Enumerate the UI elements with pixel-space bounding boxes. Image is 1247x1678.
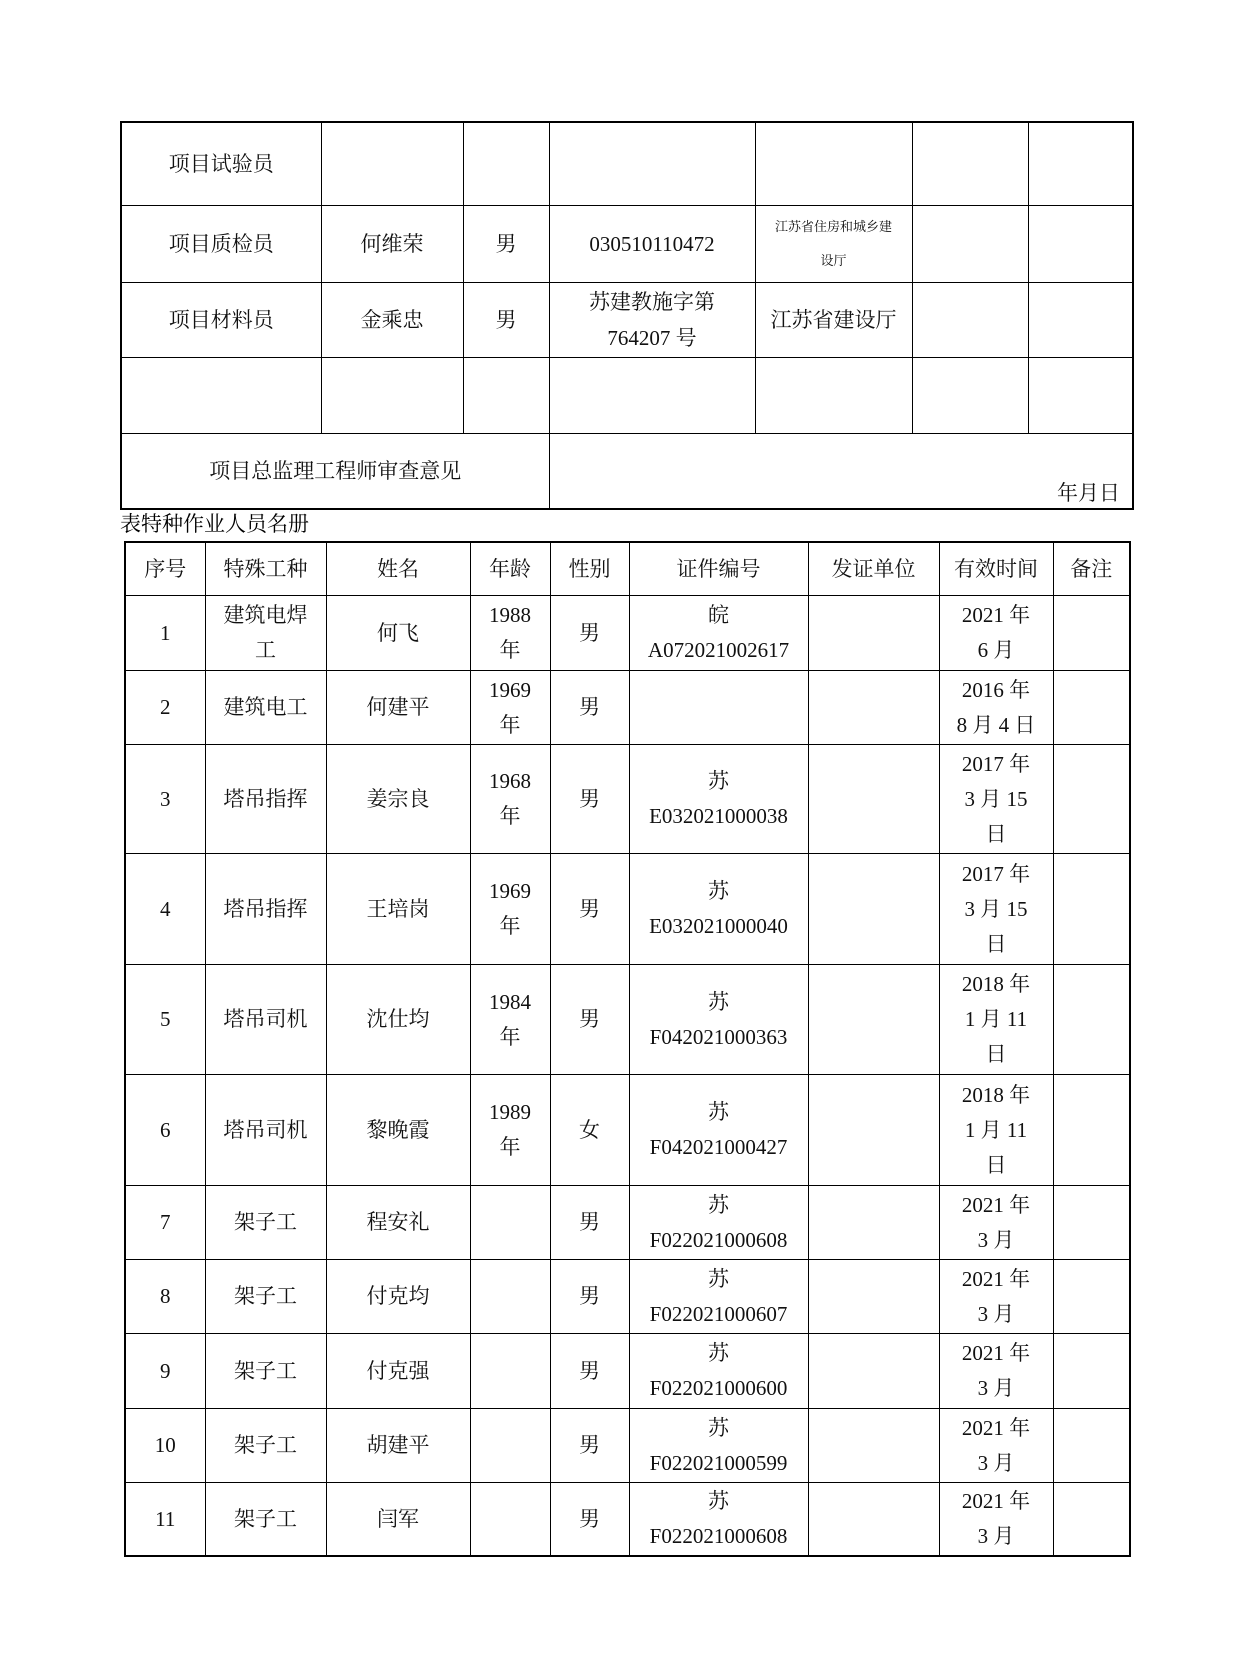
cell-trade: 塔吊司机	[205, 1075, 326, 1186]
cell-name: 王培岗	[326, 854, 470, 965]
cell-extra-1	[912, 206, 1028, 283]
cell-gender: 男	[550, 745, 629, 854]
cell-name: 金乘忠	[321, 283, 463, 358]
cell-issuer	[755, 122, 912, 206]
cell-name	[321, 122, 463, 206]
cell-remarks	[1053, 965, 1130, 1075]
cell-issuer	[808, 1260, 939, 1334]
cell-name: 何飞	[326, 596, 470, 671]
cell-serial: 4	[125, 854, 205, 965]
header-serial: 序号	[125, 542, 205, 596]
cell-remarks	[1053, 671, 1130, 745]
cell-age: 1988 年	[470, 596, 550, 671]
table-row	[125, 854, 1130, 965]
cell-valid-date: 2018 年 1 月 11 日	[939, 1075, 1053, 1186]
cell-gender	[463, 122, 549, 206]
cell-cert-no: 苏 F042021000427	[629, 1075, 808, 1186]
cell-issuer	[808, 671, 939, 745]
cell-role: 项目材料员	[121, 283, 321, 358]
table-row	[121, 358, 1133, 434]
cell-issuer: 江苏省建设厅	[755, 283, 912, 358]
cell-issuer	[755, 358, 912, 434]
cell-remarks	[1053, 1483, 1130, 1557]
table-row	[125, 596, 1130, 671]
cell-cert-no: 苏 F022021000608	[629, 1483, 808, 1557]
cell-extra-1	[912, 283, 1028, 358]
table-row	[125, 1260, 1130, 1334]
cell-remarks	[1053, 1075, 1130, 1186]
cell-cert-no	[629, 671, 808, 745]
cell-age: 1984 年	[470, 965, 550, 1075]
cell-gender: 男	[550, 854, 629, 965]
header-cert-no: 证件编号	[629, 542, 808, 596]
table-row	[125, 1075, 1130, 1186]
cell-age	[470, 1483, 550, 1557]
cell-cert-no: 苏 F022021000600	[629, 1334, 808, 1409]
cell-trade: 塔吊指挥	[205, 854, 326, 965]
cell-valid-date: 2017 年 3 月 15 日	[939, 854, 1053, 965]
cell-remarks	[1053, 1186, 1130, 1260]
cell-extra-2	[1028, 206, 1133, 283]
cell-trade: 建筑电焊 工	[205, 596, 326, 671]
cell-gender: 男	[550, 671, 629, 745]
cell-valid-date: 2021 年 3 月	[939, 1483, 1053, 1557]
table-row	[125, 1409, 1130, 1483]
cell-name: 付克强	[326, 1334, 470, 1409]
cell-age	[470, 1409, 550, 1483]
cell-age: 1969 年	[470, 854, 550, 965]
cell-serial: 7	[125, 1186, 205, 1260]
cell-cert-no	[549, 358, 755, 434]
cell-serial: 3	[125, 745, 205, 854]
review-row	[121, 434, 1133, 510]
cell-name: 闫军	[326, 1483, 470, 1557]
cell-name: 胡建平	[326, 1409, 470, 1483]
table-row	[125, 745, 1130, 854]
cell-name: 付克均	[326, 1260, 470, 1334]
cell-trade: 架子工	[205, 1186, 326, 1260]
cell-trade: 架子工	[205, 1260, 326, 1334]
cell-age	[470, 1186, 550, 1260]
cell-trade: 建筑电工	[205, 671, 326, 745]
table-row	[125, 671, 1130, 745]
header-row	[125, 542, 1130, 596]
cell-role: 项目质检员	[121, 206, 321, 283]
cell-issuer	[808, 1186, 939, 1260]
cell-age: 1969 年	[470, 671, 550, 745]
cell-serial: 6	[125, 1075, 205, 1186]
cell-valid-date: 2017 年 3 月 15 日	[939, 745, 1053, 854]
cell-role: 项目试验员	[121, 122, 321, 206]
cell-extra-2	[1028, 122, 1133, 206]
cell-gender: 男	[550, 1334, 629, 1409]
cell-age: 1989 年	[470, 1075, 550, 1186]
cell-trade: 塔吊司机	[205, 965, 326, 1075]
table-row	[125, 1186, 1130, 1260]
cell-issuer	[808, 745, 939, 854]
cell-trade: 架子工	[205, 1334, 326, 1409]
cell-valid-date: 2021 年 3 月	[939, 1334, 1053, 1409]
cell-serial: 5	[125, 965, 205, 1075]
cell-cert-no: 030510110472	[549, 206, 755, 283]
cell-issuer	[808, 596, 939, 671]
header-age: 年龄	[470, 542, 550, 596]
special-workers-caption: 表特种作业人员名册	[120, 512, 309, 536]
cell-cert-no: 苏 F022021000607	[629, 1260, 808, 1334]
cell-valid-date: 2018 年 1 月 11 日	[939, 965, 1053, 1075]
cell-extra-1	[912, 358, 1028, 434]
cell-cert-no: 苏 F042021000363	[629, 965, 808, 1075]
cell-gender: 男	[550, 1186, 629, 1260]
cell-age	[470, 1260, 550, 1334]
cell-gender: 女	[550, 1075, 629, 1186]
cell-cert-no	[549, 122, 755, 206]
cell-serial: 10	[125, 1409, 205, 1483]
cell-issuer	[808, 965, 939, 1075]
cell-age	[470, 1334, 550, 1409]
cell-cert-no: 苏 E032021000040	[629, 854, 808, 965]
cell-cert-no: 皖 A072021002617	[629, 596, 808, 671]
cell-cert-no: 苏建教施字第 764207 号	[549, 283, 755, 358]
cell-extra-2	[1028, 283, 1133, 358]
cell-valid-date: 2021 年 3 月	[939, 1260, 1053, 1334]
cell-cert-no: 苏 F022021000599	[629, 1409, 808, 1483]
cell-serial: 8	[125, 1260, 205, 1334]
table-row	[125, 1483, 1130, 1557]
header-name: 姓名	[326, 542, 470, 596]
cell-trade: 塔吊指挥	[205, 745, 326, 854]
header-trade: 特殊工种	[205, 542, 326, 596]
cell-name: 姜宗良	[326, 745, 470, 854]
cell-extra-1	[912, 122, 1028, 206]
cell-gender: 男	[550, 1409, 629, 1483]
cell-remarks	[1053, 596, 1130, 671]
cell-serial: 2	[125, 671, 205, 745]
cell-name: 程安礼	[326, 1186, 470, 1260]
review-label: 项目总监理工程师审查意见	[121, 434, 549, 510]
cell-valid-date: 2021 年 3 月	[939, 1186, 1053, 1260]
cell-remarks	[1053, 854, 1130, 965]
header-valid-date: 有效时间	[939, 542, 1053, 596]
cell-remarks	[1053, 745, 1130, 854]
cell-issuer	[808, 1075, 939, 1186]
header-gender: 性别	[550, 542, 629, 596]
table-row	[125, 965, 1130, 1075]
header-issuer: 发证单位	[808, 542, 939, 596]
cell-serial: 1	[125, 596, 205, 671]
cell-valid-date: 2016 年 8 月 4 日	[939, 671, 1053, 745]
cell-name: 何建平	[326, 671, 470, 745]
cell-gender: 男	[550, 596, 629, 671]
cell-name: 何维荣	[321, 206, 463, 283]
cell-name	[321, 358, 463, 434]
cell-extra-2	[1028, 358, 1133, 434]
cell-remarks	[1053, 1260, 1130, 1334]
cell-issuer: 江苏省住房和城乡建 设厅	[755, 206, 912, 283]
special-workers-table	[124, 541, 1131, 1557]
cell-issuer	[808, 854, 939, 965]
cell-trade: 架子工	[205, 1483, 326, 1557]
cell-valid-date: 2021 年 6 月	[939, 596, 1053, 671]
table-row	[121, 122, 1133, 206]
cell-cert-no: 苏 E032021000038	[629, 745, 808, 854]
table-row	[125, 1334, 1130, 1409]
table-row	[121, 206, 1133, 283]
table-row	[121, 283, 1133, 358]
cell-serial: 11	[125, 1483, 205, 1557]
cell-remarks	[1053, 1334, 1130, 1409]
cell-age: 1968 年	[470, 745, 550, 854]
cell-gender: 男	[550, 1260, 629, 1334]
cell-trade: 架子工	[205, 1409, 326, 1483]
cell-gender: 男	[550, 965, 629, 1075]
cell-issuer	[808, 1483, 939, 1557]
cell-issuer	[808, 1334, 939, 1409]
cell-gender: 男	[463, 206, 549, 283]
project-staff-table	[120, 121, 1134, 510]
review-date-label: 年月日	[1057, 481, 1120, 505]
cell-issuer	[808, 1409, 939, 1483]
review-opinion-box	[549, 434, 1133, 510]
cell-cert-no: 苏 F022021000608	[629, 1186, 808, 1260]
cell-remarks	[1053, 1409, 1130, 1483]
cell-serial: 9	[125, 1334, 205, 1409]
cell-gender: 男	[550, 1483, 629, 1557]
cell-role	[121, 358, 321, 434]
cell-name: 沈仕均	[326, 965, 470, 1075]
cell-gender	[463, 358, 549, 434]
cell-valid-date: 2021 年 3 月	[939, 1409, 1053, 1483]
header-remarks: 备注	[1053, 542, 1130, 596]
cell-gender: 男	[463, 283, 549, 358]
cell-name: 黎晚霞	[326, 1075, 470, 1186]
